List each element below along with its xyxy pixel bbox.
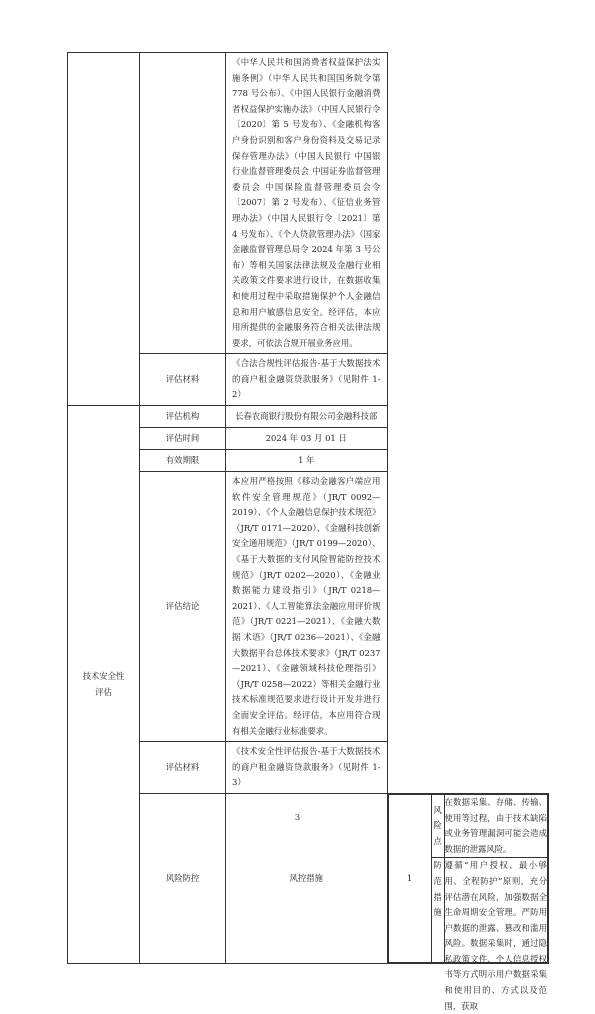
validity-label: 有效期限 [140,450,226,472]
legal-basis-row [68,53,549,354]
legal-basis-text: 《中华人民共和国消费者权益保护法实施条例》（中华人民共和国国务院令第 778 号公布）、《中国人民银行金融消费者权益保护实施办法》（中国人民银行令〔2020〕第 5 号发布）、《金融机构客户身份识别和客户身份资料及交易记录保存管理办法》（中国人民银行 中国银行业监督管理委员会 中国证券监督管理委员会 中国保险监督管理委员会令〔2007〕第 2 号发布）、《征信业务管理办法》（中国人民银行令〔2021〕第 4 号发布）、《个人贷款管理办法》（国家金融监督管理总局令 2024 年第 3 号公布）等相关国家法律法规及金融行业相关政策文件要求进行设计，在数据收集和使用过程中采取措施保护个人金融信息和用户敏感信息安全。经评估，本应用所提供的金融服务符合相关法律法规要求，可依法合规开展业务应用。 [232,57,381,348]
page-number: 3 [294,813,301,823]
eval-org-value: 长春农商银行股份有限公司金融科技部 [226,406,388,428]
risk-point-text: 在数据采集、存储、传输、使用等过程，由于技术缺陷或业务管理漏洞可能会造成数据的泄露风险。 [444,794,548,857]
legal-basis-label-cell [140,53,226,354]
eval-time-row [68,428,549,450]
conclusion-row [68,472,549,742]
legal-basis-cell [226,53,388,354]
tech-section-label-cell [68,406,140,964]
eval-org-label: 评估机构 [140,406,226,428]
conclusion-label: 评估结论 [140,472,226,742]
compliance-material-cell [226,354,388,406]
compliance-material-row [68,354,549,406]
tech-section-label: 技术安全性评估 [82,671,125,697]
conclusion-text: 本应用严格按照《移动金融客户端应用软件安全管理规范》（JR/T 0092—2019）、《个人金融信息保护技术规范》（JR/T 0171—2020）、《金融科技创新安全通用规范》（JR/T 0199—2020）、《基于大数据的支付风险智能防控技术规范》（JR/T 0202—2020）、《金融业数据能力建设指引》（JR/T 0218—2021）、《人工智能算法金融应用评价规范》（JR/T 0221—2021）、《金融大数据 术语》（JR/T 0236—2021）、《金融大数据平台总体技术要求》（JR/T 0237—2021）、《金融领域科技伦理指引》（JR/T 0258—2022）等相关金融行业技术标准规范要求进行设计开发并进行全面安全评估。经评估，本应用符合现有相关金融行业标准要求。 [232,476,381,736]
risk-number: 1 [388,794,431,962]
compliance-material-label: 评估材料 [140,354,226,406]
prevention-text: 遵循“用户授权、最小够用、全程防护”原则，充分评估潜在风险，加强数据全生命周期安全管理。严防用户数据的泄露、篡改和滥用风险。数据采集时，通过隐私政策文件、个人信息授权书等方式明示用户数据采集和使用目的、方式以及范围，获取 [444,860,547,1011]
eval-time-value: 2024 年 03 月 01 日 [226,428,388,450]
tech-material-cell [226,742,388,794]
risk-measure-label: 风控措施 [226,793,388,963]
validity-value: 1 年 [226,450,388,472]
tech-material-text: 《技术安全性评估报告-基于大数据技术的商户租金融资贷款服务》（见附件 1-3） [232,746,381,788]
prevention-label: 防范措施 [431,858,444,963]
conclusion-cell [226,472,388,742]
risk-point-label: 风险点 [431,794,444,857]
tech-material-label: 评估材料 [140,742,226,794]
eval-time-label: 评估时间 [140,428,226,450]
validity-row [68,450,549,472]
prevention-text-cell [444,858,548,1011]
eval-org-row [68,406,549,428]
evaluation-table [67,52,549,1011]
risk-point-row [388,794,548,857]
risk-section-label: 风险防控 [140,793,226,963]
tech-material-row [68,742,549,794]
legal-section-cell [68,53,140,406]
compliance-material-text: 《合法合规性评估报告-基于大数据技术的商户租金融资贷款服务》（见附件 1-2） [232,358,381,400]
